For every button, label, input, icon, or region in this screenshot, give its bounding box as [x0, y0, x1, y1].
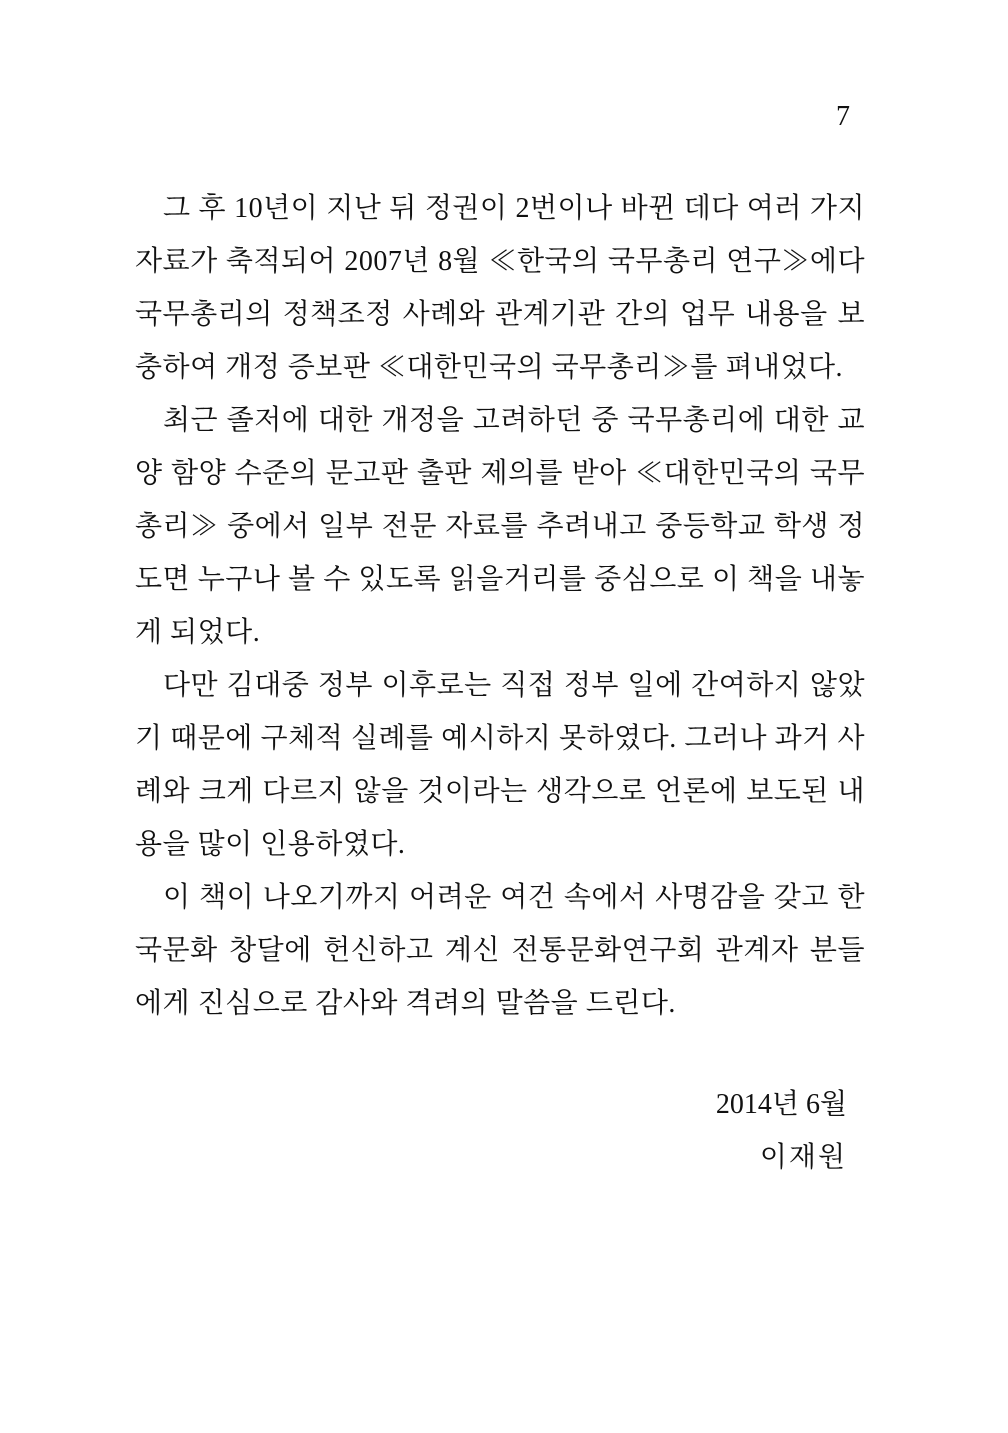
signature-block	[135, 1078, 865, 1184]
paragraph: 그 후 10년이 지난 뒤 정권이 2번이나 바뀐 데다 여러 가지 자료가 축적되어 2007년 8월 ≪한국의 국무총리 연구≫에다 국무총리의 정책조정 사례와 관계기관 간의 업무 내용을 보충하여 개정 증보판 ≪대한민국의 국무총리≫를 펴내었다.	[135, 193, 865, 383]
paragraph: 이 책이 나오기까지 어려운 여건 속에서 사명감을 갖고 한국문화 창달에 헌신하고 계신 전통문화연구회 관계자 분들에게 진심으로 감사와 격려의 말씀을 드린다.	[135, 882, 865, 1019]
paragraph: 최근 졸저에 대한 개정을 고려하던 중 국무총리에 대한 교양 함양 수준의 문고판 출판 제의를 받아 ≪대한민국의 국무총리≫ 중에서 일부 전문 자료를 추려내고 중등학교 학생 정도면 누구나 볼 수 있도록 읽을거리를 중심으로 이 책을 내놓게 되었다.	[135, 405, 865, 648]
page-number: 7	[836, 101, 850, 132]
signature-author: 이재원	[759, 1142, 847, 1173]
signature-date: 2014년 6월	[715, 1089, 847, 1120]
body-text	[135, 182, 865, 1184]
paragraph: 다만 김대중 정부 이후로는 직접 정부 일에 간여하지 않았기 때문에 구체적 실례를 예시하지 못하였다. 그러나 과거 사례와 크게 다르지 않을 것이라는 생각으로 언론에 보도된 내용을 많이 인용하였다.	[135, 670, 865, 860]
